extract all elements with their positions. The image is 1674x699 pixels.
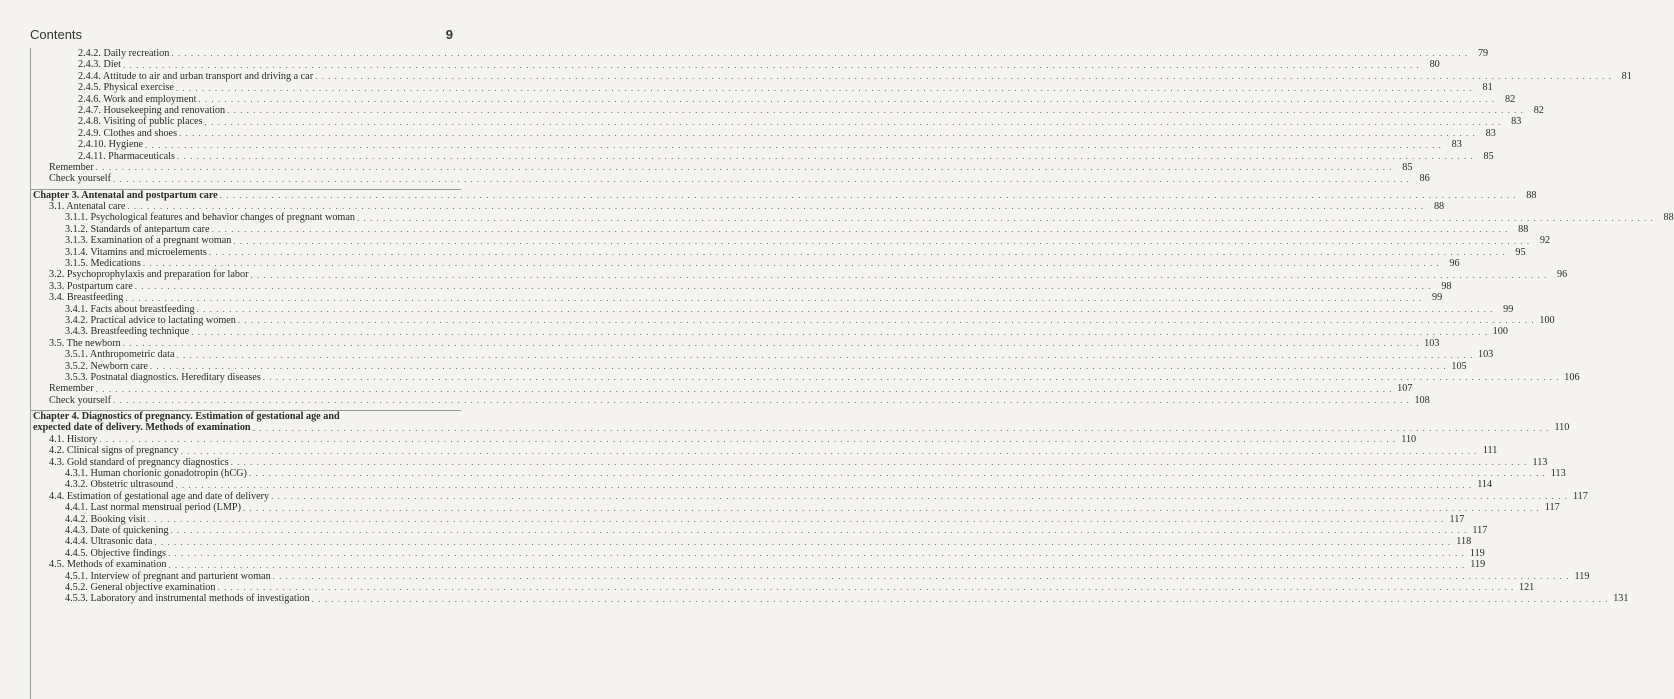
toc-entry-page: 117 bbox=[1572, 490, 1588, 502]
toc-entry-page: 81 bbox=[1621, 70, 1632, 82]
toc-dot-leader: . . . . . . . . . . . . . . . . . . . . . . . . . . . . . . . . . . . . . . . . . . . . . . . . . . . . . . . . . . . . . . . . . . . . . . . . . . . . . . . . . . . . . . . . . . . . . . . . . . . . . . . . . . . . . . . . . . . . . . . . . . . . . . . . . . . . . . . . . . . . . . . . . . . . . . . . . . . . . . . . . . . . . . . . . . . . . . . . . . . . . . . . . . . . . . . . . . . . . . . . bbox=[191, 326, 1488, 337]
toc-dot-leader: . . . . . . . . . . . . . . . . . . . . . . . . . . . . . . . . . . . . . . . . . . . . . . . . . . . . . . . . . . . . . . . . . . . . . . . . . . . . . . . . . . . . . . . . . . . . . . . . . . . . . . . . . . . . . . . . . . . . . . . . . . . . . . . . . . . . . . . . . . . . . . . . . . . . . . . . . . . . . . . . . . . . . . . . . . . . . . . . . . . . . . . . . . . . . . . . . . . . . . . . bbox=[180, 445, 1478, 456]
toc-entry-title: 3.1.5. Medications bbox=[65, 258, 141, 270]
toc-entry-title: 3.2. Psychoprophylaxis and preparation for labor bbox=[49, 269, 249, 281]
toc-entry-title: 2.4.2. Daily recreation bbox=[78, 47, 170, 59]
toc-dot-leader: . . . . . . . . . . . . . . . . . . . . . . . . . . . . . . . . . . . . . . . . . . . . . . . . . . . . . . . . . . . . . . . . . . . . . . . . . . . . . . . . . . . . . . . . . . . . . . . . . . . . . . . . . . . . . . . . . . . . . . . . . . . . . . . . . . . . . . . . . . . . . . . . . . . . . . . . . . . . . . . . . . . . . . . . . . . . . . . . . . . . . . . . . . . . . . . . . . . . . . . . bbox=[147, 514, 1445, 525]
toc-entry-title: 4.4.1. Last normal menstrual period (LMP) bbox=[65, 502, 241, 514]
toc-entry-title: 2.4.11. Pharmaceuticals bbox=[78, 150, 175, 162]
toc-entry bbox=[31, 536, 1472, 548]
toc-entry bbox=[31, 292, 1443, 304]
toc-entry-page: 119 bbox=[1574, 570, 1590, 582]
toc-dot-leader: . . . . . . . . . . . . . . . . . . . . . . . . . . . . . . . . . . . . . . . . . . . . . . . . . . . . . . . . . . . . . . . . . . . . . . . . . . . . . . . . . . . . . . . . . . . . . . . . . . . . . . . . . . . . . . . . . . . . . . . . . . . . . . . . . . . . . . . . . . . . . . . . . . . . . . . . . . . . . . . . . . . . . . . . . . . . . . . . . . . . . . . . . . . . . . . . . . . . . . . . bbox=[242, 502, 1540, 513]
toc-dot-leader: . . . . . . . . . . . . . . . . . . . . . . . . . . . . . . . . . . . . . . . . . . . . . . . . . . . . . . . . . . . . . . . . . . . . . . . . . . . . . . . . . . . . . . . . . . . . . . . . . . . . . . . . . . . . . . . . . . . . . . . . . . . . . . . . . . . . . . . . . . . . . . . . . . . . . . . . . . . . . . . . . . . . . . . . . . . . . . . . . . . . . . . . . . . . . . . . . . . . . . . . bbox=[262, 372, 1560, 383]
toc-entry-title: 2.4.6. Work and employment bbox=[78, 93, 197, 105]
toc-entry-page: 81 bbox=[1482, 82, 1493, 94]
toc-dot-leader: . . . . . . . . . . . . . . . . . . . . . . . . . . . . . . . . . . . . . . . . . . . . . . . . . . . . . . . . . . . . . . . . . . . . . . . . . . . . . . . . . . . . . . . . . . . . . . . . . . . . . . . . . . . . . . . . . . . . . . . . . . . . . . . . . . . . . . . . . . . . . . . . . . . . . . . . . . . . . . . . . . . . . . . . . . . . . . . . . . . . . . . . . . . . . . . . . . . . . . . . bbox=[142, 258, 1440, 269]
toc-entry-page: 117 bbox=[1472, 525, 1488, 536]
toc-entry-page: 98 bbox=[1441, 280, 1452, 292]
toc-entry bbox=[31, 468, 1566, 480]
toc-dot-leader: . . . . . . . . . . . . . . . . . . . . . . . . . . . . . . . . . . . . . . . . . . . . . . . . . . . . . . . . . . . . . . . . . . . . . . . . . . . . . . . . . . . . . . . . . . . . . . . . . . . . . . . . . . . . . . . . . . . . . . . . . . . . . . . . . . . . . . . . . . . . . . . . . . . . . . . . . . . . . . . . . . . . . . . . . . . . . . . . . . . . . . . . . . . . . . . . . . . . . . . . bbox=[168, 548, 1465, 559]
toc-dot-leader: . . . . . . . . . . . . . . . . . . . . . . . . . . . . . . . . . . . . . . . . . . . . . . . . . . . . . . . . . . . . . . . . . . . . . . . . . . . . . . . . . . . . . . . . . . . . . . . . . . . . . . . . . . . . . . . . . . . . . . . . . . . . . . . . . . . . . . . . . . . . . . . . . . . . . . . . . . . . . . . . . . . . . . . . . . . . . . . . . . . . . . . . . . . . . . . . . . . . . . . . bbox=[112, 395, 1410, 406]
toc-entry-page: 88 bbox=[1518, 223, 1529, 235]
toc-dot-leader: . . . . . . . . . . . . . . . . . . . . . . . . . . . . . . . . . . . . . . . . . . . . . . . . . . . . . . . . . . . . . . . . . . . . . . . . . . . . . . . . . . . . . . . . . . . . . . . . . . . . . . . . . . . . . . . . . . . . . . . . . . . . . . . . . . . . . . . . . . . . . . . . . . . . . . . . . . . . . . . . . . . . . . . . . . . . . . . . . . . . . . . . . . . . . . . . . . . . . . . . bbox=[99, 434, 1397, 445]
toc-entry-page: 111 bbox=[1482, 445, 1498, 457]
toc-entry-title: 2.4.7. Housekeeping and renovation bbox=[78, 104, 226, 116]
toc-entry-page: 131 bbox=[1613, 593, 1629, 605]
toc-entry-page: 117 bbox=[1449, 513, 1465, 525]
toc-entry bbox=[31, 127, 1496, 139]
toc-entry bbox=[31, 513, 1465, 525]
toc-entry-title: 3.4. Breastfeeding bbox=[49, 292, 124, 304]
toc-entry bbox=[31, 59, 1440, 71]
toc-dot-leader: . . . . . . . . . . . . . . . . . . . . . . . . . . . . . . . . . . . . . . . . . . . . . . . . . . . . . . . . . . . . . . . . . . . . . . . . . . . . . . . . . . . . . . . . . . . . . . . . . . . . . . . . . . . . . . . . . . . . . . . . . . . . . . . . . . . . . . . . . . . . . . . . . . . . . . . . . . . . . . . . . . . . . . . . . . . . . . . . . . . . . . . . . . . . . . . . . . . . . . . . bbox=[112, 173, 1410, 184]
toc-entry-title: 4.2. Clinical signs of pregnancy bbox=[49, 445, 179, 457]
toc-dot-leader: . . . . . . . . . . . . . . . . . . . . . . . . . . . . . . . . . . . . . . . . . . . . . . . . . . . . . . . . . . . . . . . . . . . . . . . . . . . . . . . . . . . . . . . . . . . . . . . . . . . . . . . . . . . . . . . . . . . . . . . . . . . . . . . . . . . . . . . . . . . . . . . . . . . . . . . . . . . . . . . . . . . . . . . . . . . . . . . . . . . . . . . . . . . . . . . . . . . . . . . . bbox=[95, 383, 1393, 394]
toc-entry bbox=[31, 479, 1493, 491]
toc-dot-leader: . . . . . . . . . . . . . . . . . . . . . . . . . . . . . . . . . . . . . . . . . . . . . . . . . . . . . . . . . . . . . . . . . . . . . . . . . . . . . . . . . . . . . . . . . . . . . . . . . . . . . . . . . . . . . . . . . . . . . . . . . . . . . . . . . . . . . . . . . . . . . . . . . . . . . . . . . . . . . . . . . . . . . . . . . . . . . . . . . . . . . . . . . . . . . . . . . . . . . . . . bbox=[134, 281, 1432, 292]
toc-entry-page: 119 bbox=[1469, 547, 1485, 559]
toc-entry-page: 79 bbox=[1477, 47, 1489, 59]
toc-entry-title: 2.4.4. Attitude to air and urban transport and driving a car bbox=[78, 70, 314, 82]
toc-dot-leader: . . . . . . . . . . . . . . . . . . . . . . . . . . . . . . . . . . . . . . . . . . . . . . . . . . . . . . . . . . . . . . . . . . . . . . . . . . . . . . . . . . . . . . . . . . . . . . . . . . . . . . . . . . . . . . . . . . . . . . . . . . . . . . . . . . . . . . . . . . . . . . . . . . . . . . . . . . . . . . . . . . . . . . . . . . . . . . . . . . . . . . . . . . . . . . . . . . . . . . . . bbox=[145, 139, 1442, 150]
toc-entry-page: 113 bbox=[1550, 468, 1566, 480]
toc-entry-title: 3.5.2. Newborn care bbox=[65, 360, 148, 372]
toc-entry bbox=[31, 314, 1555, 326]
toc-dot-leader: . . . . . . . . . . . . . . . . . . . . . . . . . . . . . . . . . . . . . . . . . . . . . . . . . . . . . . . . . . . . . . . . . . . . . . . . . . . . . . . . . . . . . . . . . . . . . . . . . . . . . . . . . . . . . . . . . . . . . . . . . . . . . . . . . . . . . . . . . . . . . . . . . . . . . . . . . . . . . . . . . . . . . . . . . . . . . . . . . . . . . . . . . . . . . . . . . . . . . . . . bbox=[154, 536, 1452, 547]
toc-entry-page: 118 bbox=[1456, 536, 1472, 548]
toc-entry-title: 2.4.8. Visiting of public places bbox=[78, 116, 203, 128]
toc-entry-title: 4.4.3. Date of quickening bbox=[65, 525, 169, 536]
toc-entry-title: 4.4. Estimation of gestational age and date of delivery bbox=[49, 490, 270, 502]
toc-dot-leader: . . . . . . . . . . . . . . . . . . . . . . . . . . . . . . . . . . . . . . . . . . . . . . . . . . . . . . . . . . . . . . . . . . . . . . . . . . . . . . . . . . . . . . . . . . . . . . . . . . . . . . . . . . . . . . . . . . . . . . . . . . . . . . . . . . . . . . . . . . . . . . . . . . . . . . . . . . . . . . . . . . . . . . . . . . . . . . . . . . . . . . . . . . . . . . . . . . . . . . . . bbox=[123, 59, 1420, 70]
toc-entry bbox=[31, 502, 1560, 514]
toc-dot-leader: . . . . . . . . . . . . . . . . . . . . . . . . . . . . . . . . . . . . . . . . . . . . . . . . . . . . . . . . . . . . . . . . . . . . . . . . . . . . . . . . . . . . . . . . . . . . . . . . . . . . . . . . . . . . . . . . . . . . . . . . . . . . . . . . . . . . . . . . . . . . . . . . . . . . . . . . . . . . . . . . . . . . . . . . . . . . . . . . . . . . . . . . . . . . . . . . . . . . . . . . bbox=[271, 491, 1568, 502]
toc-entry-page: 85 bbox=[1483, 150, 1494, 162]
toc-entry bbox=[31, 349, 1494, 361]
toc-entry-title: 3.1. Antenatal care bbox=[49, 201, 126, 213]
toc-entry-title: 3.3. Postpartum care bbox=[49, 280, 133, 292]
toc-entry-page: 96 bbox=[1449, 258, 1460, 270]
toc-entry-page: 121 bbox=[1518, 581, 1535, 593]
toc-entry-page: 108 bbox=[1414, 394, 1430, 406]
toc-entry-page: 86 bbox=[1419, 173, 1430, 185]
toc-entry bbox=[31, 161, 1413, 173]
toc-entry-title: 3.5.3. Postnatal diagnostics. Hereditary diseases bbox=[65, 371, 261, 383]
toc-entry-title: 4.5.1. Interview of pregnant and parturient woman bbox=[65, 570, 271, 582]
toc-entry-page: 95 bbox=[1515, 246, 1526, 258]
toc-entry bbox=[31, 433, 1417, 445]
toc-entry-page: 85 bbox=[1402, 161, 1413, 173]
toc-chapter-entry bbox=[31, 422, 1570, 434]
toc-entry bbox=[31, 258, 1460, 270]
toc-dot-leader: . . . . . . . . . . . . . . . . . . . . . . . . . . . . . . . . . . . . . . . . . . . . . . . . . . . . . . . . . . . . . . . . . . . . . . . . . . . . . . . . . . . . . . . . . . . . . . . . . . . . . . . . . . . . . . . . . . . . . . . . . . . . . . . . . . . . . . . . . . . . . . . . . . . . . . . . . . . . . . . . . . . . . . . . . . . . . . . . . . . . . . . . . . . . . . . . . . . . . . . . bbox=[227, 105, 1524, 116]
toc-entry bbox=[31, 70, 1632, 82]
toc-entry-page: 99 bbox=[1431, 292, 1443, 304]
toc-entry-page: 80 bbox=[1429, 59, 1440, 71]
toc-entry bbox=[31, 269, 1568, 281]
toc-entry-title: 3.4.2. Practical advice to lactating women bbox=[65, 314, 236, 326]
toc-entry-page: 83 bbox=[1451, 139, 1462, 151]
toc-entry-title: 4.5. Methods of examination bbox=[49, 559, 167, 571]
toc-entry-title: 4.4.2. Booking visit bbox=[65, 513, 146, 525]
running-header bbox=[30, 27, 453, 42]
toc-dot-leader: . . . . . . . . . . . . . . . . . . . . . . . . . . . . . . . . . . . . . . . . . . . . . . . . . . . . . . . . . . . . . . . . . . . . . . . . . . . . . . . . . . . . . . . . . . . . . . . . . . . . . . . . . . . . . . . . . . . . . . . . . . . . . . . . . . . . . . . . . . . . . . . . . . . . . . . . . . . . . . . . . . . . . . . . . . . . . . . . . . . . . . . . . . . . . . . . . . . . . . . . bbox=[356, 212, 1654, 223]
toc-entry-title: Chapter 3. Antenatal and postpartum care bbox=[33, 189, 218, 201]
toc-entry bbox=[31, 360, 1467, 372]
toc-entry bbox=[31, 47, 1489, 59]
toc-entry-title: 2.4.3. Diet bbox=[78, 59, 122, 71]
toc-entry-page: 88 bbox=[1526, 189, 1537, 201]
toc-entry-title: 2.4.9. Clothes and shoes bbox=[78, 127, 178, 139]
toc-entry-page: 117 bbox=[1544, 502, 1560, 514]
page-number: 9 bbox=[445, 27, 453, 42]
toc-entry-page: 96 bbox=[1557, 269, 1568, 281]
toc-entry bbox=[31, 337, 1440, 349]
toc-entry-title: 3.1.4. Vitamins and microelements bbox=[65, 246, 207, 258]
toc-entry-page: 119 bbox=[1470, 559, 1486, 571]
toc-dot-leader: . . . . . . . . . . . . . . . . . . . . . . . . . . . . . . . . . . . . . . . . . . . . . . . . . . . . . . . . . . . . . . . . . . . . . . . . . . . . . . . . . . . . . . . . . . . . . . . . . . . . . . . . . . . . . . . . . . . . . . . . . . . . . . . . . . . . . . . . . . . . . . . . . . . . . . . . . . . . . . . . . . . . . . . . . . . . . . . . . . . . . . . . . . . . . . . . . . . . . . . . bbox=[125, 292, 1423, 303]
toc-dot-leader: . . . . . . . . . . . . . . . . . . . . . . . . . . . . . . . . . . . . . . . . . . . . . . . . . . . . . . . . . . . . . . . . . . . . . . . . . . . . . . . . . . . . . . . . . . . . . . . . . . . . . . . . . . . . . . . . . . . . . . . . . . . . . . . . . . . . . . . . . . . . . . . . . . . . . . . . . . . . . . . . . . . . . . . . . . . . . . . . . . . . . . . . . . . . . . . . . . . . . . . . bbox=[252, 422, 1550, 433]
toc-entry bbox=[31, 581, 1535, 593]
toc-entry bbox=[31, 82, 1493, 94]
toc-entry-page: 88 bbox=[1433, 201, 1445, 213]
toc-dot-leader: . . . . . . . . . . . . . . . . . . . . . . . . . . . . . . . . . . . . . . . . . . . . . . . . . . . . . . . . . . . . . . . . . . . . . . . . . . . . . . . . . . . . . . . . . . . . . . . . . . . . . . . . . . . . . . . . . . . . . . . . . . . . . . . . . . . . . . . . . . . . . . . . . . . . . . . . . . . . . . . . . . . . . . . . . . . . . . . . . . . . . . . . . . . . . . . . . . . . . . . . bbox=[171, 48, 1469, 59]
toc-dot-leader: . . . . . . . . . . . . . . . . . . . . . . . . . . . . . . . . . . . . . . . . . . . . . . . . . . . . . . . . . . . . . . . . . . . . . . . . . . . . . . . . . . . . . . . . . . . . . . . . . . . . . . . . . . . . . . . . . . . . . . . . . . . . . . . . . . . . . . . . . . . . . . . . . . . . . . . . . . . . . . . . . . . . . . . . . . . . . . . . . . . . . . . . . . . . . . . . . . . . . . . . bbox=[233, 235, 1531, 246]
toc-entry-page: 100 bbox=[1539, 314, 1555, 326]
toc-entry-title: Remember bbox=[49, 383, 94, 395]
toc-dot-leader: . . . . . . . . . . . . . . . . . . . . . . . . . . . . . . . . . . . . . . . . . . . . . . . . . . . . . . . . . . . . . . . . . . . . . . . . . . . . . . . . . . . . . . . . . . . . . . . . . . . . . . . . . . . . . . . . . . . . . . . . . . . . . . . . . . . . . . . . . . . . . . . . . . . . . . . . . . . . . . . . . . . . . . . . . . . . . . . . . . . . . . . . . . . . . . . . . . . . . . . . bbox=[237, 315, 1535, 326]
toc-dot-leader: . . . . . . . . . . . . . . . . . . . . . . . . . . . . . . . . . . . . . . . . . . . . . . . . . . . . . . . . . . . . . . . . . . . . . . . . . . . . . . . . . . . . . . . . . . . . . . . . . . . . . . . . . . . . . . . . . . . . . . . . . . . . . . . . . . . . . . . . . . . . . . . . . . . . . . . . . . . . . . . . . . . . . . . . . . . . . . . . . . . . . . . . . . . . . . . . . . . . . . . . bbox=[219, 190, 1517, 201]
toc-entry-title: 3.4.3. Breastfeeding technique bbox=[65, 326, 190, 338]
toc-entry bbox=[31, 525, 1488, 536]
toc-chapter-entry bbox=[31, 189, 1537, 201]
toc-entry-page: 83 bbox=[1485, 127, 1496, 139]
toc-entry-title: 4.3. Gold standard of pregnancy diagnostics bbox=[49, 456, 229, 468]
toc-entry-title: Check yourself bbox=[49, 173, 111, 185]
toc-entry-title: 3.5. The newborn bbox=[49, 337, 121, 349]
toc-entry-title: 3.1.2. Standards of antepartum care bbox=[65, 223, 210, 235]
toc-entry-page: 92 bbox=[1539, 235, 1551, 247]
toc-entry-page: 82 bbox=[1504, 93, 1516, 105]
toc-entry-title: Check yourself bbox=[49, 394, 111, 406]
toc-entry bbox=[31, 303, 1514, 315]
toc-dot-leader: . . . . . . . . . . . . . . . . . . . . . . . . . . . . . . . . . . . . . . . . . . . . . . . . . . . . . . . . . . . . . . . . . . . . . . . . . . . . . . . . . . . . . . . . . . . . . . . . . . . . . . . . . . . . . . . . . . . . . . . . . . . . . . . . . . . . . . . . . . . . . . . . . . . . . . . . . . . . . . . . . . . . . . . . . . . . . . . . . . . . . . . . . . . . . . . . . . . . . . . . bbox=[127, 201, 1425, 212]
toc-entry bbox=[31, 116, 1522, 128]
toc-entry-title: 4.3.1. Human chorionic gonadotropin (hCG) bbox=[65, 468, 247, 480]
toc-entry-page: 100 bbox=[1492, 326, 1508, 338]
toc-dot-leader: . . . . . . . . . . . . . . . . . . . . . . . . . . . . . . . . . . . . . . . . . . . . . . . . . . . . . . . . . . . . . . . . . . . . . . . . . . . . . . . . . . . . . . . . . . . . . . . . . . . . . . . . . . . . . . . . . . . . . . . . . . . . . . . . . . . . . . . . . . . . . . . . . . . . . . . . . . . . . . . . . . . . . . . . . . . . . . . . . . . . . . . . . . . . . . . . . . . . . . . . bbox=[198, 93, 1496, 104]
toc-entry-page: 83 bbox=[1511, 116, 1522, 128]
toc-entry bbox=[31, 445, 1498, 457]
toc-entry-title: Chapter 4. Diagnostics of pregnancy. Estimation of gestational age and bbox=[33, 411, 340, 423]
toc-entry bbox=[31, 326, 1508, 338]
toc-entry-title: expected date of delivery. Methods of examination bbox=[33, 422, 251, 434]
toc-dot-leader: . . . . . . . . . . . . . . . . . . . . . . . . . . . . . . . . . . . . . . . . . . . . . . . . . . . . . . . . . . . . . . . . . . . . . . . . . . . . . . . . . . . . . . . . . . . . . . . . . . . . . . . . . . . . . . . . . . . . . . . . . . . . . . . . . . . . . . . . . . . . . . . . . . . . . . . . . . . . . . . . . . . . . . . . . . . . . . . . . . . . . . . . . . . . . . . . . . . . . . . . bbox=[272, 570, 1570, 581]
toc-entry-page: 113 bbox=[1532, 456, 1548, 468]
toc-entry-page: 106 bbox=[1564, 371, 1580, 383]
toc-entry-page: 110 bbox=[1554, 422, 1570, 434]
toc-dot-leader: . . . . . . . . . . . . . . . . . . . . . . . . . . . . . . . . . . . . . . . . . . . . . . . . . . . . . . . . . . . . . . . . . . . . . . . . . . . . . . . . . . . . . . . . . . . . . . . . . . . . . . . . . . . . . . . . . . . . . . . . . . . . . . . . . . . . . . . . . . . . . . . . . . . . . . . . . . . . . . . . . . . . . . . . . . . . . . . . . . . . . . . . . . . . . . . . . . . . . . . . bbox=[176, 349, 1474, 360]
toc-entry-page: 103 bbox=[1477, 349, 1494, 361]
toc-dot-leader: . . . . . . . . . . . . . . . . . . . . . . . . . . . . . . . . . . . . . . . . . . . . . . . . . . . . . . . . . . . . . . . . . . . . . . . . . . . . . . . . . . . . . . . . . . . . . . . . . . . . . . . . . . . . . . . . . . . . . . . . . . . . . . . . . . . . . . . . . . . . . . . . . . . . . . . . . . . . . . . . . . . . . . . . . . . . . . . . . . . . . . . . . . . . . . . . . . . . . . . . bbox=[311, 593, 1609, 604]
toc-dot-leader: . . . . . . . . . . . . . . . . . . . . . . . . . . . . . . . . . . . . . . . . . . . . . . . . . . . . . . . . . . . . . . . . . . . . . . . . . . . . . . . . . . . . . . . . . . . . . . . . . . . . . . . . . . . . . . . . . . . . . . . . . . . . . . . . . . . . . . . . . . . . . . . . . . . . . . . . . . . . . . . . . . . . . . . . . . . . . . . . . . . . . . . . . . . . . . . . . . . . . . . . bbox=[168, 559, 1466, 570]
toc-entry bbox=[31, 246, 1526, 258]
toc-dot-leader: . . . . . . . . . . . . . . . . . . . . . . . . . . . . . . . . . . . . . . . . . . . . . . . . . . . . . . . . . . . . . . . . . . . . . . . . . . . . . . . . . . . . . . . . . . . . . . . . . . . . . . . . . . . . . . . . . . . . . . . . . . . . . . . . . . . . . . . . . . . . . . . . . . . . . . . . . . . . . . . . . . . . . . . . . . . . . . . . . . . . . . . . . . . . . . . . . . . . . . . . bbox=[175, 82, 1473, 93]
toc-entry bbox=[31, 93, 1516, 105]
toc-entry-title: 4.4.5. Objective findings bbox=[65, 547, 167, 559]
toc-entry bbox=[31, 223, 1529, 235]
toc-chapter-entry bbox=[31, 410, 1570, 434]
toc-entry-page: 82 bbox=[1533, 104, 1544, 116]
toc-dot-leader: . . . . . . . . . . . . . . . . . . . . . . . . . . . . . . . . . . . . . . . . . . . . . . . . . . . . . . . . . . . . . . . . . . . . . . . . . . . . . . . . . . . . . . . . . . . . . . . . . . . . . . . . . . . . . . . . . . . . . . . . . . . . . . . . . . . . . . . . . . . . . . . . . . . . . . . . . . . . . . . . . . . . . . . . . . . . . . . . . . . . . . . . . . . . . . . . . . . . . . . . bbox=[170, 525, 1468, 536]
toc-dot-leader: . . . . . . . . . . . . . . . . . . . . . . . . . . . . . . . . . . . . . . . . . . . . . . . . . . . . . . . . . . . . . . . . . . . . . . . . . . . . . . . . . . . . . . . . . . . . . . . . . . . . . . . . . . . . . . . . . . . . . . . . . . . . . . . . . . . . . . . . . . . . . . . . . . . . . . . . . . . . . . . . . . . . . . . . . . . . . . . . . . . . . . . . . . . . . . . . . . . . . . . . bbox=[217, 582, 1515, 593]
toc-dot-leader: . . . . . . . . . . . . . . . . . . . . . . . . . . . . . . . . . . . . . . . . . . . . . . . . . . . . . . . . . . . . . . . . . . . . . . . . . . . . . . . . . . . . . . . . . . . . . . . . . . . . . . . . . . . . . . . . . . . . . . . . . . . . . . . . . . . . . . . . . . . . . . . . . . . . . . . . . . . . . . . . . . . . . . . . . . . . . . . . . . . . . . . . . . . . . . . . . . . . . . . . bbox=[196, 303, 1494, 314]
toc-dot-leader: . . . . . . . . . . . . . . . . . . . . . . . . . . . . . . . . . . . . . . . . . . . . . . . . . . . . . . . . . . . . . . . . . . . . . . . . . . . . . . . . . . . . . . . . . . . . . . . . . . . . . . . . . . . . . . . . . . . . . . . . . . . . . . . . . . . . . . . . . . . . . . . . . . . . . . . . . . . . . . . . . . . . . . . . . . . . . . . . . . . . . . . . . . . . . . . . . . . . . . . . bbox=[211, 224, 1509, 235]
toc-dot-leader: . . . . . . . . . . . . . . . . . . . . . . . . . . . . . . . . . . . . . . . . . . . . . . . . . . . . . . . . . . . . . . . . . . . . . . . . . . . . . . . . . . . . . . . . . . . . . . . . . . . . . . . . . . . . . . . . . . . . . . . . . . . . . . . . . . . . . . . . . . . . . . . . . . . . . . . . . . . . . . . . . . . . . . . . . . . . . . . . . . . . . . . . . . . . . . . . . . . . . . . . bbox=[204, 116, 1502, 127]
running-header-title: Contents bbox=[30, 27, 83, 42]
table-of-contents bbox=[30, 47, 1674, 699]
toc-entry bbox=[31, 173, 1430, 185]
toc-entry-page: 107 bbox=[1397, 383, 1413, 395]
toc-entry bbox=[31, 235, 1551, 247]
toc-entry-title: 4.1. History bbox=[49, 433, 98, 445]
toc-entry-title: 2.4.5. Physical exercise bbox=[78, 82, 174, 94]
toc-entry-title: 4.5.3. Laboratory and instrumental methods of investigation bbox=[65, 593, 310, 605]
toc-entry-title: 4.5.2. General objective examination bbox=[65, 581, 216, 593]
toc-dot-leader: . . . . . . . . . . . . . . . . . . . . . . . . . . . . . . . . . . . . . . . . . . . . . . . . . . . . . . . . . . . . . . . . . . . . . . . . . . . . . . . . . . . . . . . . . . . . . . . . . . . . . . . . . . . . . . . . . . . . . . . . . . . . . . . . . . . . . . . . . . . . . . . . . . . . . . . . . . . . . . . . . . . . . . . . . . . . . . . . . . . . . . . . . . . . . . . . . . . . . . . . bbox=[248, 468, 1546, 479]
toc-entry-title: Remember bbox=[49, 161, 94, 173]
toc-entry bbox=[31, 547, 1485, 559]
toc-entry-title: 3.1.1. Psychological features and behavior changes of pregnant woman bbox=[65, 212, 355, 224]
toc-entry-page: 114 bbox=[1477, 479, 1493, 491]
toc-entry bbox=[31, 559, 1486, 571]
toc-dot-leader: . . . . . . . . . . . . . . . . . . . . . . . . . . . . . . . . . . . . . . . . . . . . . . . . . . . . . . . . . . . . . . . . . . . . . . . . . . . . . . . . . . . . . . . . . . . . . . . . . . . . . . . . . . . . . . . . . . . . . . . . . . . . . . . . . . . . . . . . . . . . . . . . . . . . . . . . . . . . . . . . . . . . . . . . . . . . . . . . . . . . . . . . . . . . . . . . . . . . . . . . bbox=[122, 338, 1420, 349]
toc-dot-leader: . . . . . . . . . . . . . . . . . . . . . . . . . . . . . . . . . . . . . . . . . . . . . . . . . . . . . . . . . . . . . . . . . . . . . . . . . . . . . . . . . . . . . . . . . . . . . . . . . . . . . . . . . . . . . . . . . . . . . . . . . . . . . . . . . . . . . . . . . . . . . . . . . . . . . . . . . . . . . . . . . . . . . . . . . . . . . . . . . . . . . . . . . . . . . . . . . . . . . . . . bbox=[95, 162, 1393, 173]
toc-dot-leader: . . . . . . . . . . . . . . . . . . . . . . . . . . . . . . . . . . . . . . . . . . . . . . . . . . . . . . . . . . . . . . . . . . . . . . . . . . . . . . . . . . . . . . . . . . . . . . . . . . . . . . . . . . . . . . . . . . . . . . . . . . . . . . . . . . . . . . . . . . . . . . . . . . . . . . . . . . . . . . . . . . . . . . . . . . . . . . . . . . . . . . . . . . . . . . . . . . . . . . . . bbox=[208, 247, 1506, 258]
toc-entry-page: 103 bbox=[1424, 337, 1440, 349]
toc-entry bbox=[31, 383, 1413, 395]
toc-entry bbox=[31, 139, 1462, 151]
toc-entry bbox=[31, 456, 1548, 468]
toc-dot-leader: . . . . . . . . . . . . . . . . . . . . . . . . . . . . . . . . . . . . . . . . . . . . . . . . . . . . . . . . . . . . . . . . . . . . . . . . . . . . . . . . . . . . . . . . . . . . . . . . . . . . . . . . . . . . . . . . . . . . . . . . . . . . . . . . . . . . . . . . . . . . . . . . . . . . . . . . . . . . . . . . . . . . . . . . . . . . . . . . . . . . . . . . . . . . . . . . . . . . . . . . bbox=[176, 150, 1474, 161]
toc-entry-title: 4.4.4. Ultrasonic data bbox=[65, 536, 153, 548]
toc-dot-leader: . . . . . . . . . . . . . . . . . . . . . . . . . . . . . . . . . . . . . . . . . . . . . . . . . . . . . . . . . . . . . . . . . . . . . . . . . . . . . . . . . . . . . . . . . . . . . . . . . . . . . . . . . . . . . . . . . . . . . . . . . . . . . . . . . . . . . . . . . . . . . . . . . . . . . . . . . . . . . . . . . . . . . . . . . . . . . . . . . . . . . . . . . . . . . . . . . . . . . . . . bbox=[149, 360, 1447, 371]
toc-entry bbox=[31, 593, 1629, 605]
toc-entry bbox=[31, 212, 1674, 224]
toc-entry-title: 3.4.1. Facts about breastfeeding bbox=[65, 303, 195, 315]
toc-entry-title: 4.3.2. Obstetric ultrasound bbox=[65, 479, 174, 491]
toc-entry-page: 110 bbox=[1401, 433, 1417, 445]
toc-entry bbox=[31, 490, 1588, 502]
toc-entry bbox=[31, 150, 1494, 162]
toc-entry-title: 3.1.3. Examination of a pregnant woman bbox=[65, 235, 232, 247]
toc-entry bbox=[31, 570, 1590, 582]
toc-entry-page: 99 bbox=[1503, 303, 1514, 315]
toc-dot-leader: . . . . . . . . . . . . . . . . . . . . . . . . . . . . . . . . . . . . . . . . . . . . . . . . . . . . . . . . . . . . . . . . . . . . . . . . . . . . . . . . . . . . . . . . . . . . . . . . . . . . . . . . . . . . . . . . . . . . . . . . . . . . . . . . . . . . . . . . . . . . . . . . . . . . . . . . . . . . . . . . . . . . . . . . . . . . . . . . . . . . . . . . . . . . . . . . . . . . . . . . bbox=[315, 71, 1612, 82]
toc-entry-title: 2.4.10. Hygiene bbox=[78, 139, 144, 151]
toc-dot-leader: . . . . . . . . . . . . . . . . . . . . . . . . . . . . . . . . . . . . . . . . . . . . . . . . . . . . . . . . . . . . . . . . . . . . . . . . . . . . . . . . . . . . . . . . . . . . . . . . . . . . . . . . . . . . . . . . . . . . . . . . . . . . . . . . . . . . . . . . . . . . . . . . . . . . . . . . . . . . . . . . . . . . . . . . . . . . . . . . . . . . . . . . . . . . . . . . . . . . . . . . bbox=[175, 479, 1473, 490]
toc-entry-page: 88 bbox=[1663, 212, 1674, 224]
toc-chapter-title-line bbox=[31, 411, 461, 422]
toc-entry-page: 105 bbox=[1451, 360, 1467, 372]
toc-entry-title: 3.5.1. Anthropometric data bbox=[65, 349, 175, 361]
toc-entry bbox=[31, 394, 1430, 406]
toc-entry bbox=[31, 280, 1452, 292]
toc-entry bbox=[31, 104, 1544, 116]
toc-dot-leader: . . . . . . . . . . . . . . . . . . . . . . . . . . . . . . . . . . . . . . . . . . . . . . . . . . . . . . . . . . . . . . . . . . . . . . . . . . . . . . . . . . . . . . . . . . . . . . . . . . . . . . . . . . . . . . . . . . . . . . . . . . . . . . . . . . . . . . . . . . . . . . . . . . . . . . . . . . . . . . . . . . . . . . . . . . . . . . . . . . . . . . . . . . . . . . . . . . . . . . . . bbox=[179, 128, 1476, 139]
toc-entry bbox=[31, 201, 1445, 213]
toc-dot-leader: . . . . . . . . . . . . . . . . . . . . . . . . . . . . . . . . . . . . . . . . . . . . . . . . . . . . . . . . . . . . . . . . . . . . . . . . . . . . . . . . . . . . . . . . . . . . . . . . . . . . . . . . . . . . . . . . . . . . . . . . . . . . . . . . . . . . . . . . . . . . . . . . . . . . . . . . . . . . . . . . . . . . . . . . . . . . . . . . . . . . . . . . . . . . . . . . . . . . . . . . bbox=[250, 269, 1548, 280]
toc-entry bbox=[31, 371, 1580, 383]
toc-dot-leader: . . . . . . . . . . . . . . . . . . . . . . . . . . . . . . . . . . . . . . . . . . . . . . . . . . . . . . . . . . . . . . . . . . . . . . . . . . . . . . . . . . . . . . . . . . . . . . . . . . . . . . . . . . . . . . . . . . . . . . . . . . . . . . . . . . . . . . . . . . . . . . . . . . . . . . . . . . . . . . . . . . . . . . . . . . . . . . . . . . . . . . . . . . . . . . . . . . . . . . . . bbox=[230, 457, 1528, 468]
